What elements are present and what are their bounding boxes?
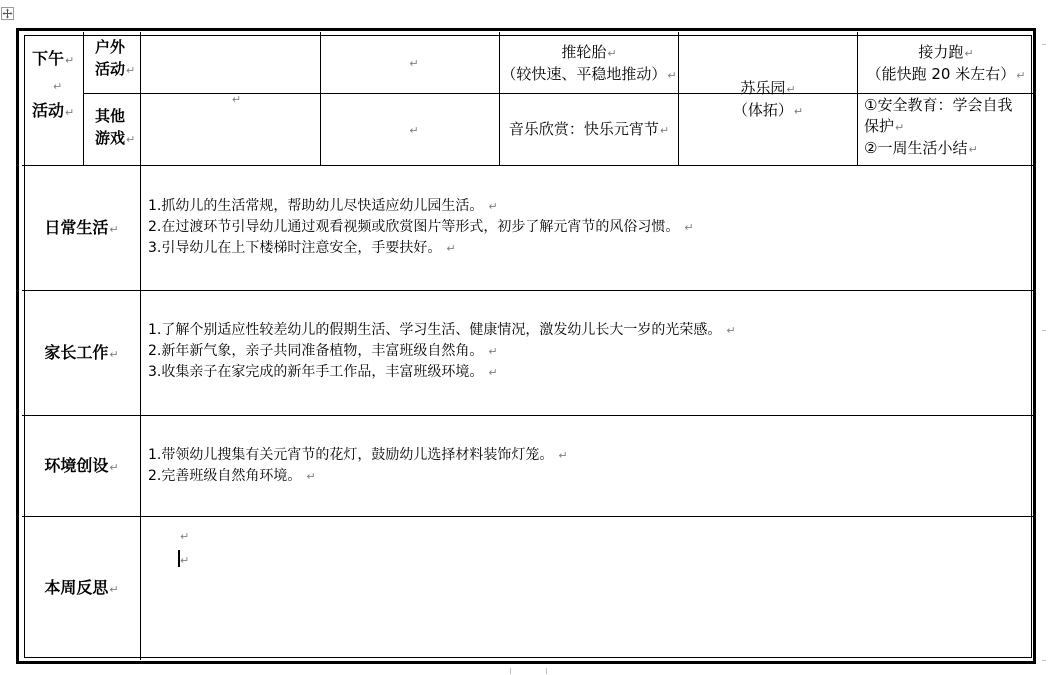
list-item: 3.收集亲子在家完成的新年手工作品，丰富班级环境。 ↵ — [148, 364, 498, 380]
environment-content[interactable] — [141, 445, 1031, 495]
daily-life-label: 日常生活↵ — [44, 217, 119, 237]
list-item: 2.新年新气象，亲子共同准备植物，丰富班级自然角。 ↵ — [148, 343, 498, 359]
ruler-marker — [1042, 330, 1046, 331]
list-item: 2.在过渡环节引导幼儿通过观看视频或欣赏图片等形式，初步了解元宵节的风俗习惯。 ↵ — [148, 219, 694, 235]
afternoon-activity-label: 下午↵ ↵ 活动↵ — [32, 49, 75, 120]
push-tire-subtitle: （较快速、平稳地推动） — [501, 65, 667, 83]
list-item: 1.带领幼儿搜集有关元宵节的花灯，鼓励幼儿选择材料装饰灯笼。 ↵ — [148, 447, 568, 463]
sule-garden-title: 苏乐园 — [740, 78, 786, 97]
list-item: 2.完善班级自然角环境。 ↵ — [148, 468, 316, 484]
table-move-handle-icon[interactable] — [1, 7, 14, 20]
list-item: 1.抓幼儿的生活常规，帮助幼儿尽快适应幼儿园生活。 ↵ — [148, 198, 498, 214]
text-cursor — [178, 550, 180, 567]
ruler-marker — [546, 668, 547, 674]
thursday-activity-cell[interactable]: 苏乐园↵ （体拓）↵ — [732, 78, 804, 119]
environment-label: 环境创设↵ — [44, 455, 119, 475]
outdoor-activity-label: 户外 活动↵ — [95, 38, 136, 78]
afternoon-label-bottom: 活动 — [32, 101, 65, 120]
tuesday-other-cell[interactable]: ↵ — [409, 123, 419, 137]
wednesday-outdoor-cell[interactable]: 推轮胎↵ （较快速、平稳地推动）↵ — [501, 43, 677, 83]
weekly-reflection-content[interactable]: ↵ ↵ — [180, 530, 190, 567]
daily-life-content[interactable] — [141, 196, 1031, 266]
parent-work-label: 家长工作↵ — [44, 342, 119, 362]
ruler-marker — [510, 668, 511, 674]
list-item: 3.引导幼儿在上下楼梯时注意安全，手要扶好。 ↵ — [148, 240, 456, 256]
weekly-reflection-label: 本周反思↵ — [44, 578, 119, 597]
parent-work-content[interactable] — [141, 320, 1031, 390]
relay-race-title: 接力跑 — [918, 43, 964, 61]
ruler-marker — [1042, 660, 1046, 661]
afternoon-label-top: 下午 — [32, 49, 65, 68]
push-tire-title: 推轮胎 — [561, 43, 607, 61]
sule-garden-subtitle: （体拓） — [732, 100, 793, 119]
tuesday-outdoor-cell[interactable]: ↵ — [409, 57, 419, 70]
relay-race-subtitle: （能快跑 20 米左右） — [866, 65, 1016, 83]
friday-outdoor-cell[interactable]: 接力跑↵ （能快跑 20 米左右）↵ — [866, 43, 1026, 83]
monday-activity-cell[interactable]: ↵ — [231, 92, 242, 106]
friday-other-cell[interactable]: ①安全教育：学会自我 保护↵ ②一周生活小结↵ — [864, 96, 1013, 157]
other-games-label: 其他 游戏↵ — [95, 107, 136, 147]
list-item: 1.了解个别适应性较差幼儿的假期生活、学习生活、健康情况，激发幼儿长大一岁的光荣感。 ↵ — [148, 322, 736, 338]
music-appreciation: 音乐欣赏：快乐元宵节 — [508, 119, 659, 138]
wednesday-other-cell[interactable]: 音乐欣赏：快乐元宵节↵ — [508, 119, 670, 138]
ruler-marker — [1042, 44, 1046, 45]
